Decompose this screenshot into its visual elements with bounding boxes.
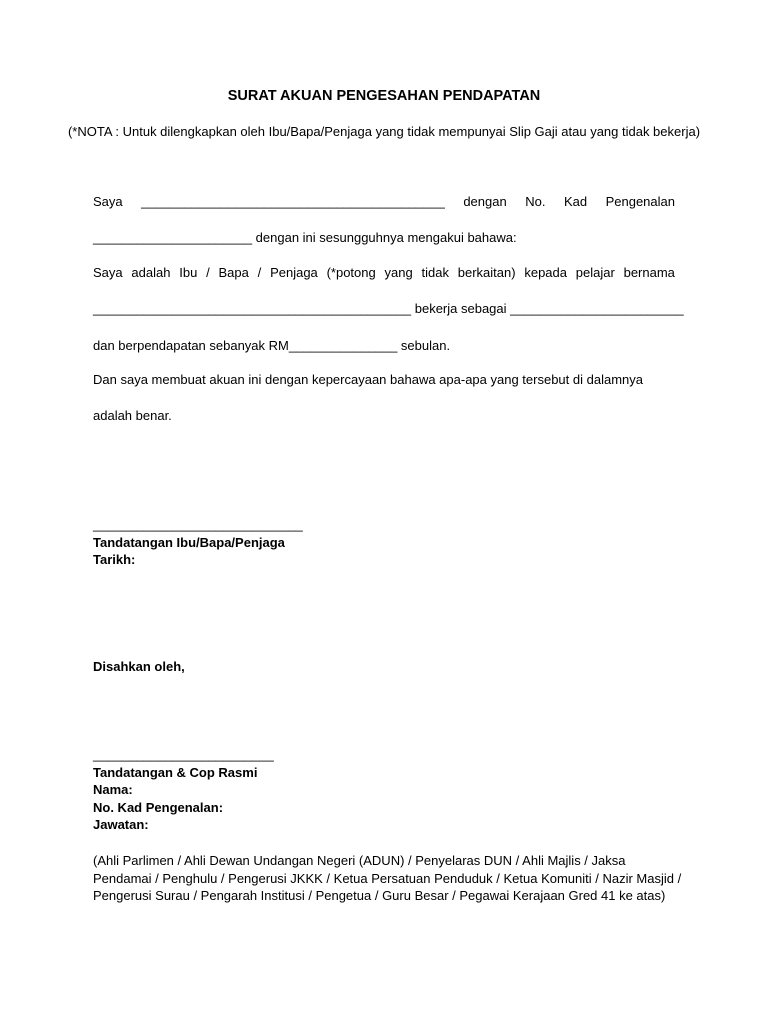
verified-by-label: Disahkan oleh, bbox=[93, 659, 185, 674]
declaration-line-3 bbox=[93, 265, 675, 280]
declaration-line-5: dan berpendapatan sebanyak RM_______________ sebulan. bbox=[93, 338, 451, 353]
word: (*potong bbox=[326, 265, 376, 280]
declaration-line-1 bbox=[93, 194, 675, 209]
document-title: SURAT AKUAN PENGESAHAN PENDAPATAN bbox=[227, 88, 541, 104]
word: kepada bbox=[524, 265, 567, 280]
word: / bbox=[257, 265, 262, 280]
word: / bbox=[206, 265, 210, 280]
authorized-officials-note: (Ahli Parlimen / Ahli Dewan Undangan Negeri (ADUN) / Penyelaras DUN / Ahli Majlis / Jaksa Pendamai / Penghulu / Pengerusi JKKK / Ketua Persatuan Penduduk / Ketua Komuniti / Nazir Masjid / Pengerusi Surau / Pengarah Institusi / Pengetua / Guru Besar / Pegawai Kerajaan Gred 41 ke atas) bbox=[93, 853, 682, 903]
word-pengenalan: Pengenalan bbox=[605, 194, 675, 209]
word-kad: Kad bbox=[563, 194, 588, 209]
word: tidak bbox=[421, 265, 449, 280]
word-no: No. bbox=[525, 194, 546, 209]
word-dengan: dengan bbox=[463, 194, 507, 209]
document-note: (*NOTA : Untuk dilengkapkan oleh Ibu/Bapa/Penjaga yang tidak mempunyai Slip Gaji atau yang tidak bekerja) bbox=[67, 124, 701, 139]
date-label: Tarikh: bbox=[93, 552, 136, 567]
word: berkaitan) bbox=[457, 265, 516, 280]
word: adalah bbox=[131, 265, 171, 280]
official-signature-block bbox=[93, 746, 274, 834]
declaration-line-4: ____________________________________________ bekerja sebagai ________________________ bbox=[93, 301, 684, 316]
parent-signature-line: _____________________________ bbox=[93, 517, 303, 532]
word: bernama bbox=[623, 265, 675, 280]
word: pelajar bbox=[575, 265, 615, 280]
official-name-label: Nama: bbox=[93, 782, 133, 797]
parent-signature-label: Tandatangan Ibu/Bapa/Penjaga bbox=[93, 534, 285, 550]
official-position-label: Jawatan: bbox=[93, 817, 149, 832]
word: Saya bbox=[93, 265, 123, 280]
word: Ibu bbox=[179, 265, 198, 280]
word-saya: Saya bbox=[93, 194, 123, 209]
word: Bapa bbox=[218, 265, 249, 280]
official-ic-label: No. Kad Pengenalan: bbox=[93, 799, 224, 815]
official-signature-label: Tandatangan & Cop Rasmi bbox=[93, 764, 258, 780]
parent-signature-block bbox=[93, 516, 303, 569]
declaration-line-7: adalah benar. bbox=[93, 408, 172, 423]
declaration-line-6: Dan saya membuat akuan ini dengan kepercayaan bahawa apa-apa yang tersebut di dalamnya bbox=[93, 372, 643, 387]
official-signature-line: _________________________ bbox=[93, 747, 274, 762]
declaration-line-2: ______________________ dengan ini sesungguhnya mengakui bahawa: bbox=[93, 230, 517, 245]
word: Penjaga bbox=[270, 265, 318, 280]
word: yang bbox=[384, 265, 413, 280]
name-blank: __________________________________________ bbox=[141, 194, 445, 209]
